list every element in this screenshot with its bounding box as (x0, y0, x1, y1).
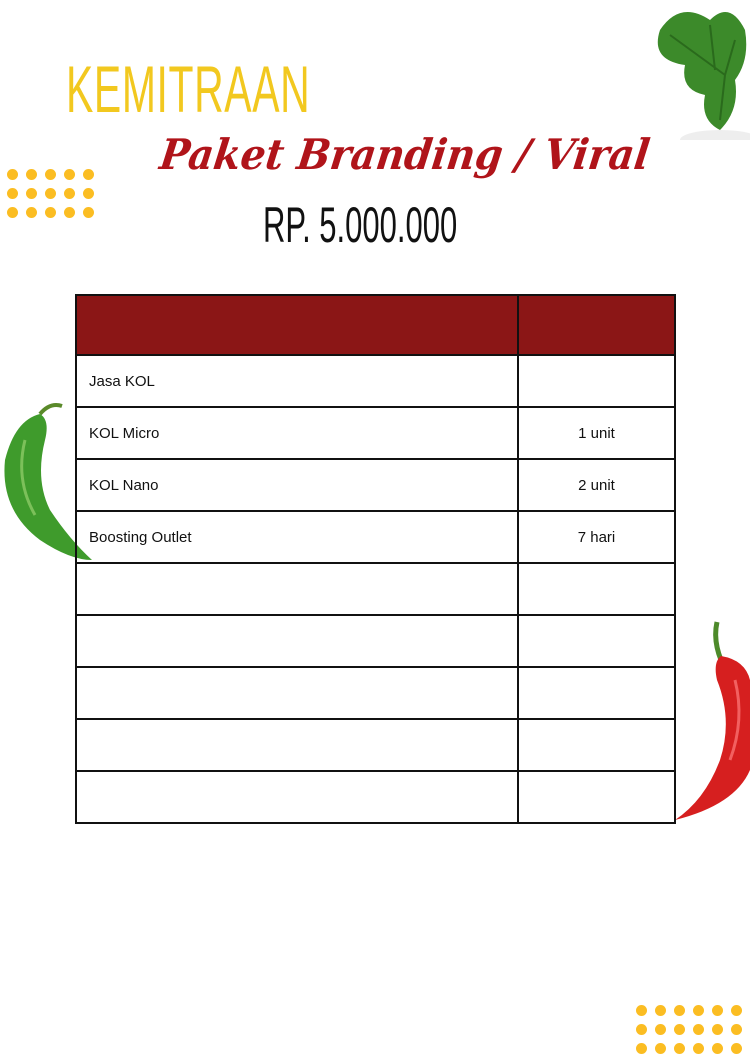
qty-cell (518, 563, 675, 615)
dot-icon (712, 1005, 723, 1016)
item-cell: Boosting Outlet (76, 511, 518, 563)
qty-cell: 1 unit (518, 407, 675, 459)
item-cell: KOL Micro (76, 407, 518, 459)
qty-cell (518, 771, 675, 823)
package-price: RP. 5.000.000 (263, 197, 458, 253)
dot-icon (26, 188, 37, 199)
dot-icon (731, 1043, 742, 1054)
item-cell: KOL Nano (76, 459, 518, 511)
item-cell (76, 667, 518, 719)
item-cell (76, 563, 518, 615)
red-chili-icon (665, 620, 750, 830)
table-row (76, 667, 675, 719)
dot-icon (7, 188, 18, 199)
dot-icon (674, 1043, 685, 1054)
dot-icon (45, 188, 56, 199)
package-subtitle: Paket Branding / Viral (157, 130, 653, 179)
dot-icon (83, 188, 94, 199)
table-row (76, 407, 675, 459)
table-row (76, 771, 675, 823)
table-row (76, 459, 675, 511)
qty-cell (518, 355, 675, 407)
table-row (76, 355, 675, 407)
dot-icon (636, 1043, 647, 1054)
dot-icon (655, 1024, 666, 1035)
dot-icon (45, 207, 56, 218)
table-header-row (76, 295, 675, 355)
dot-icon (26, 169, 37, 180)
qty-cell: 7 hari (518, 511, 675, 563)
qty-cell: 2 unit (518, 459, 675, 511)
table-row (76, 615, 675, 667)
dot-icon (693, 1024, 704, 1035)
dot-icon (693, 1005, 704, 1016)
dot-icon (64, 188, 75, 199)
dot-icon (7, 207, 18, 218)
item-cell (76, 615, 518, 667)
table-row (76, 563, 675, 615)
dot-icon (693, 1043, 704, 1054)
dot-icon (636, 1024, 647, 1035)
item-cell (76, 719, 518, 771)
package-table (75, 294, 676, 824)
dot-icon (7, 169, 18, 180)
qty-cell (518, 667, 675, 719)
dot-icon (655, 1043, 666, 1054)
header-item-cell (76, 295, 518, 355)
qty-cell (518, 719, 675, 771)
dot-icon (26, 207, 37, 218)
dot-icon (674, 1005, 685, 1016)
header-qty-cell (518, 295, 675, 355)
dot-icon (45, 169, 56, 180)
dot-icon (64, 207, 75, 218)
dot-icon (731, 1005, 742, 1016)
dot-icon (674, 1024, 685, 1035)
dot-icon (712, 1043, 723, 1054)
dot-icon (83, 207, 94, 218)
item-cell (76, 771, 518, 823)
dot-icon (636, 1005, 647, 1016)
qty-cell (518, 615, 675, 667)
parsley-leaf-icon (640, 0, 750, 140)
table-row (76, 511, 675, 563)
dot-icon (655, 1005, 666, 1016)
page-title: KEMITRAAN (66, 52, 311, 126)
dot-icon (64, 169, 75, 180)
dot-icon (83, 169, 94, 180)
dot-icon (731, 1024, 742, 1035)
table-row (76, 719, 675, 771)
dot-icon (712, 1024, 723, 1035)
item-cell: Jasa KOL (76, 355, 518, 407)
